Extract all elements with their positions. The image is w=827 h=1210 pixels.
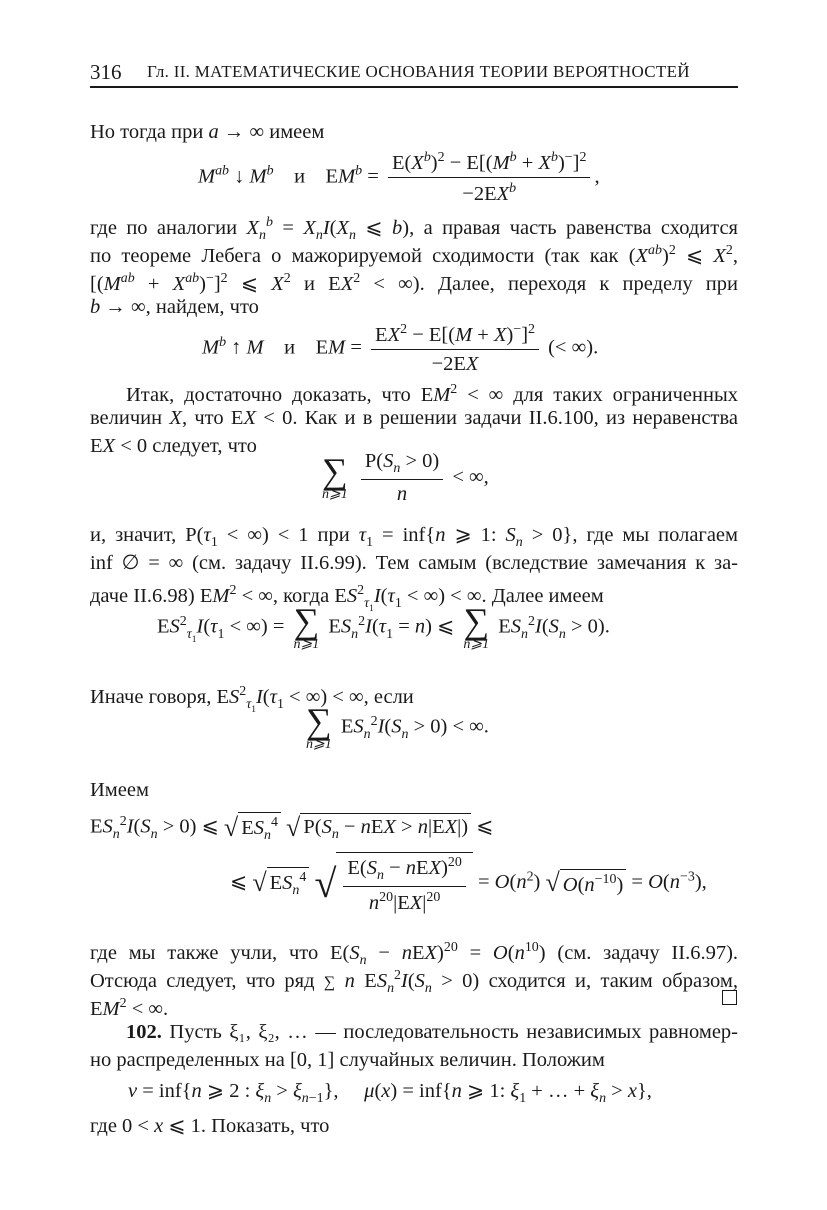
paragraph-1: Но тогда при a → ∞ имеем — [90, 121, 325, 143]
paragraph-6: Имеем — [90, 779, 149, 801]
equation-3: ∑ n⩾1 $\frac{P(S_n > 0)}{n}$ < ∞, — [322, 450, 489, 506]
paragraph-4-line-3: даче II.6.98) $EM^2$ < ∞, когда $ES^2_{\tau_1}I(\tau_1$ < ∞) < ∞. Далее имеем — [90, 583, 604, 614]
equation-6-line-1: $ES_n^2I(S_n > 0)$ ⩽ √ $ES_n^4$ √ $P(S_n$ − nEX > n|EX|) ⩽ — [90, 812, 494, 843]
paragraph-2-line-4: b → ∞, найдем, что — [90, 296, 259, 318]
equation-4: $ES^2_{\tau_1}I(\tau_1$ < ∞) = ∑ n⩾1 $ES_n^2I(\tau_1 = n)$ ⩽ ∑ n⩾1 $ES_n^2I(S_n > 0)$. — [157, 601, 610, 652]
paragraph-2-line-3: $[(M^{ab} + X^{ab})^-]^2$ ⩽ $X^2$ и $EX^2$ < ∞). Далее, переходя к пределу при — [90, 271, 738, 295]
page-header — [90, 56, 738, 86]
paragraph-7-line-1: где мы также учли, что $E(S_n - nEX)^{20} = O(n^{10})$ (см. задачу II.6.97). — [90, 940, 739, 968]
equation-5: ∑ n⩾1 $ES_n^2I(S_n > 0)$ < ∞. — [306, 701, 489, 752]
paragraph-5: Иначе говоря, $ES^2_{\tau_1}I(\tau_1$ < ∞) < ∞, если — [90, 684, 414, 715]
paragraph-7-line-2: Отсюда следует, что ряд ∑ n $ES_n^2I(S_n > 0)$ сходится и, таким образом, — [90, 968, 739, 996]
problem-number: 102. — [126, 1021, 162, 1043]
paragraph-2-line-2: по теореме Лебега о мажорируемой сходимости (так как $(X^{ab})^2$ ⩽ $X^2$, — [90, 243, 738, 267]
running-title: Гл. II. МАТЕМАТИЧЕСКИЕ ОСНОВАНИЯ ТЕОРИИ ВЕРОЯТНОСТЕЙ — [147, 62, 690, 81]
equation-7: ν = inf{n ⩾ 2 : $\xi_n > \xi_{n-1}$}, μ(x) = inf{n ⩾ 1: $\xi_1$ + … + $\xi_n > x$}, — [128, 1080, 652, 1107]
paragraph-3-line-1: Итак, достаточно доказать, что $EM^2$ < ∞ для таких ограниченных — [126, 382, 738, 406]
page-number: 316 — [90, 60, 122, 84]
paragraph-2-line-1: где по аналогии $X_n^b = X_nI(X_n$ ⩽ b), а правая часть равенства сходится — [90, 215, 738, 243]
end-of-proof-square — [722, 990, 737, 1005]
paragraph-4-line-1: и, значит, $P(\tau_1$ < ∞) < 1 при $\tau_1 = inf\{n$ ⩾ 1: $S_n > 0$}, где мы полагаем — [90, 524, 738, 551]
paragraph-3-line-3: EX < 0 следует, что — [90, 435, 257, 457]
equation-2: $M^b$ ↑ M и EM = $\frac{EX^2 - E[(M + X)^-]^2}{-2EX}$ (< ∞). — [202, 322, 599, 375]
paragraph-4-line-2: inf ∅ = ∞ (см. задачу II.6.99). Тем самым (вследствие замечания к за- — [90, 552, 738, 574]
problem-102-line-4: где 0 < x ⩽ 1. Показать, что — [90, 1115, 330, 1137]
equation-1: $M^{ab}$ ↓ $M^b$ и $EM^b$ = $\frac{E(X^b)^2 - E[(M^b + X^b)^-]^2}{-2EX^b}$ , — [198, 150, 600, 205]
paragraph-7-line-3: $EM^2$ < ∞. — [90, 996, 169, 1020]
paragraph-3-line-2: величин X, что EX < 0. Как и в решении задачи II.6.100, из неравенства — [90, 407, 738, 429]
header-rule — [90, 86, 738, 88]
problem-102-line-2: но распределенных на [0, 1] случайных величин. Положим — [90, 1049, 605, 1071]
problem-102-line-1: 102. Пусть ξ₁, ξ₂, … — последовательность независимых равномер- — [126, 1021, 738, 1043]
equation-6-line-2: ⩽ √ $ES_n^4$ √ $\frac{E(S_n - nEX)^{20}}{n^{20}|EX|^{20}}$ = $O(n^2)$ √ $O(n^{-10}) = O(n^{-3})$, — [230, 852, 707, 915]
